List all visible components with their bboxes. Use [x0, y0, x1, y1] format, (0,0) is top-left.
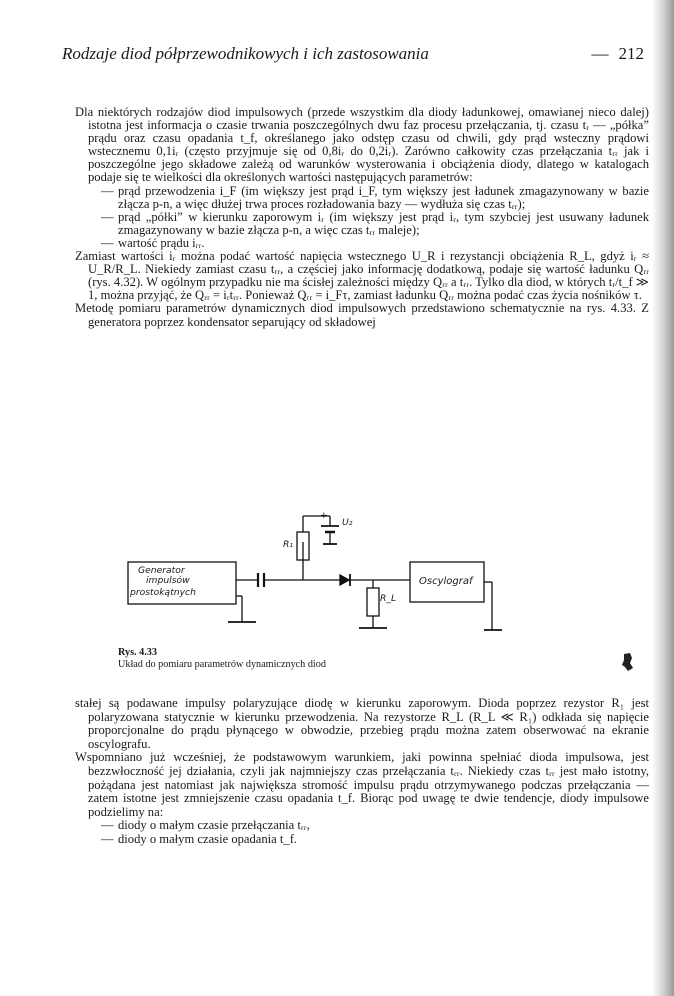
- generator-label: prostokątnych: [130, 587, 196, 598]
- plus-sign: +: [320, 510, 328, 521]
- figure-caption: [118, 647, 326, 671]
- page-number: 212: [618, 44, 644, 63]
- page-number-block: — 212: [591, 44, 644, 63]
- list-item-text: prąd „półki” w kierunku zaporowym iᵣ (im większy jest prąd iᵣ, tym szybciej jest usuwany ładunek zmagazynowany w bazie złącza p-n, a więc czas tᵣᵣ maleje);: [118, 209, 649, 237]
- paragraph: Dla niektórych rodzajów diod impulsowych (przede wszystkim dla diody ładunkowej, omawianej nieco dalej) istotna jest informacja o czasie trwania poszczególnych dwu faz procesu przełączania, tj. czasu tᵣ — „półka” prądu oraz czasu opadania t_f, określanego jako odstęp czasu od chwili, gdy prąd wsteczny prądowi wstecznemu 0,1iᵣ (często przyjmuje się od 0,8iᵣ do 0,2iᵣ). Zarówno całkowity czas przełączania tᵣᵣ jak i poszczególne jego składowe zależą od warunków wysterowania i obciążenia diody, dlatego w katalogach podaje się te wielkości dla określonych wartości następujących parametrów:: [75, 105, 649, 185]
- chapter-title: Rodzaje diod półprzewodnikowych i ich zastosowania: [62, 44, 429, 63]
- list-item: — diody o małym czasie opadania t_f.: [101, 831, 298, 846]
- ink-blot-icon: [620, 652, 634, 672]
- source-label: U₂: [342, 517, 353, 528]
- figure-number: Rys. 4.33: [118, 647, 157, 658]
- resistor-rl: [367, 588, 379, 616]
- paragraph: Metodę pomiaru parametrów dynamicznych diod impulsowych przedstawiono schematycznie na rys. 4.33. Z generatora poprzez kondensator separujący od składowej: [75, 301, 649, 329]
- list-item: — diody o małym czasie przełączania tᵣᵣ,: [101, 818, 310, 833]
- paragraph: Wspomniano już wcześniej, że podstawowym warunkiem, jaki powinna spełniać dioda impulsowa, jest bezzwłoczność jej działania, czyli jak najmniejszy czas przełączania tᵣᵣ. Niekiedy czas tᵣᵣ jest mało istotny, pożądana jest natomiast jak największa stromość impulsu prądu otrzymywanego podczas przełączania — zatem istotne jest zmniejszenie czasu opadania t_f. Biorąc pod uwagę te dwie tendencje, diody impulsowe podzielimy na:: [75, 750, 649, 819]
- generator-label: Generator: [138, 565, 185, 576]
- figure-caption-text: Układ do pomiaru parametrów dynamicznych diod: [118, 659, 326, 670]
- diode-triangle: [340, 575, 349, 585]
- list-item-text: diody o małym czasie przełączania tᵣᵣ,: [118, 818, 310, 833]
- resistor-rl-label: R_L: [380, 593, 397, 604]
- running-header: [62, 44, 652, 68]
- list-item-text: wartość prądu iᵣᵣ.: [118, 235, 205, 250]
- paragraph: stałej są podawane impulsy polaryzujące diodę w kierunku zaporowym. Dioda poprzez rezystor R₁ jest polaryzowana statycznie w kierunku przewodzenia. Na rezystorze R_L (R_L ≪ R₁) odkłada się napięcie proporcjonalne do prądu płynącego w obwodzie, przebieg prądu można zatem obserwować na ekranie oscylografu.: [75, 696, 649, 751]
- list-item-text: prąd przewodzenia i_F (im większy jest prąd i_F, tym większy jest ładunek zmagazynowany w bazie złącza p-n, a więc dłużej trwa proces rozładowania bazy — wydłuża się czas tᵣᵣ);: [118, 183, 649, 211]
- list-item: — prąd „półki” w kierunku zaporowym iᵣ (im większy jest prąd iᵣ, tym szybciej jest usuwany ładunek zmagazynowany w bazie złącza p-n, a więc czas tᵣᵣ maleje);: [101, 209, 649, 237]
- lower-text: [75, 697, 649, 847]
- list-item: — prąd przewodzenia i_F (im większy jest prąd i_F, tym większy jest ładunek zmagazynowany w bazie złącza p-n, a więc dłużej trwa proces rozładowania bazy — wydłuża się czas tᵣᵣ);: [101, 183, 649, 211]
- resistor-r1-label: R₁: [283, 539, 294, 550]
- circuit-diagram: [118, 510, 508, 640]
- list-item-text: diody o małym czasie opadania t_f.: [118, 831, 298, 846]
- paragraph: Zamiast wartości iᵣ można podać wartość napięcia wstecznego U_R i rezystancji obciążenia R_L, gdyż iᵣ ≈ U_R/R_L. Niekiedy zamiast czasu tᵣᵣ, a częściej jako informację dodatkową, podaje się wartość ładunku Qᵣᵣ (rys. 4.32). W ogólnym przypadku nie ma ścisłej zależności między Qᵣᵣ a tᵣᵣ. Tylko dla diod, w których tᵣ/t_f ≫ 1, można przyjąć, że Qᵣᵣ = iᵣtᵣᵣ. Ponieważ Qᵣᵣ = i_Fτ, zamiast ładunku Qᵣᵣ można podać czas życia nośników τ.: [75, 249, 649, 303]
- generator-label: impulsów: [146, 575, 190, 586]
- upper-text: [75, 106, 649, 329]
- list-item: — wartość prądu iᵣᵣ.: [101, 235, 205, 250]
- oscilloscope-label: Oscylograf: [419, 576, 473, 587]
- page-edge-shadow: [652, 0, 674, 996]
